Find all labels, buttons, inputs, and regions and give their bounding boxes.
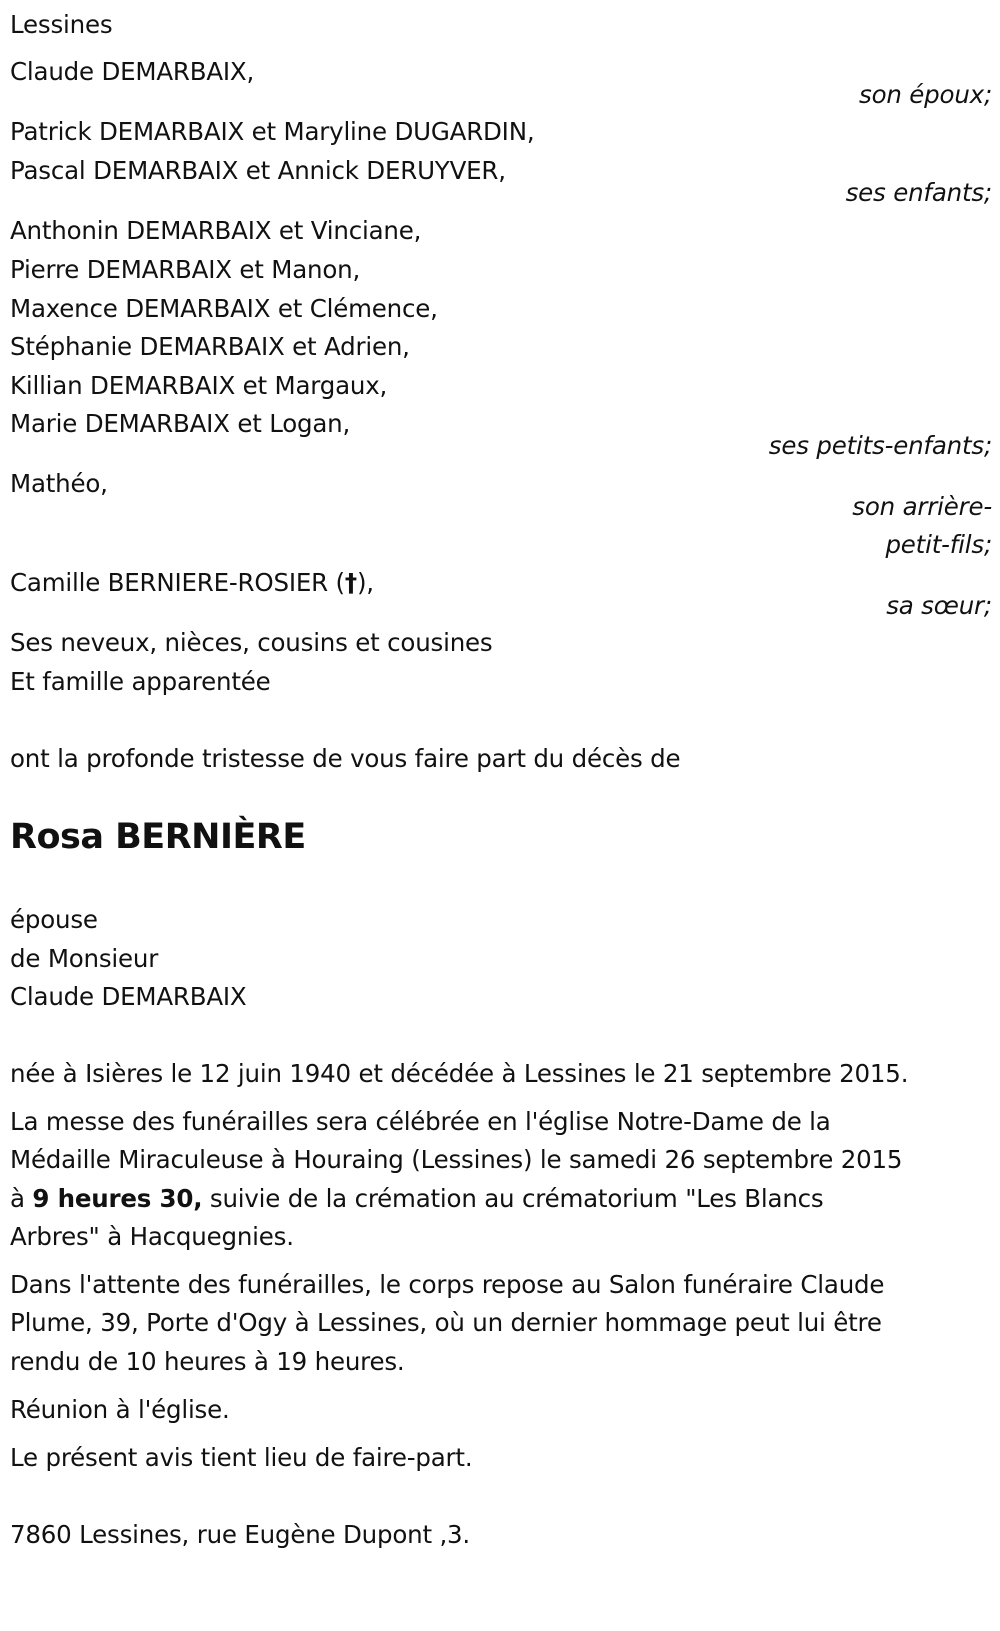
sister-name bbox=[10, 568, 374, 598]
funeral-line3-prefix: à bbox=[10, 1184, 33, 1213]
visitation-line: Plume, 39, Porte d'Ogy à Lessines, où un dernier hommage peut lui être bbox=[10, 1308, 882, 1337]
funeral-line3-suffix: suivie de la crémation au crématorium "Les Blancs bbox=[202, 1184, 824, 1213]
meeting-text: Réunion à l'église. bbox=[10, 1395, 230, 1424]
spouse-line: épouse bbox=[10, 905, 98, 934]
spouse-line: de Monsieur bbox=[10, 944, 159, 973]
announcement-text: ont la profonde tristesse de vous faire part du décès de bbox=[10, 744, 681, 773]
grandchild-name: Marie DEMARBAIX et Logan, bbox=[10, 409, 351, 438]
funeral-line: Médaille Miraculeuse à Houraing (Lessines) le samedi 26 septembre 2015 bbox=[10, 1145, 903, 1174]
children-relation: ses enfants; bbox=[845, 178, 992, 207]
deceased-name: Rosa BERNIÈRE bbox=[10, 817, 306, 857]
location: Lessines bbox=[10, 10, 113, 39]
sister-name-prefix: Camille BERNIERE-ROSIER ( bbox=[10, 568, 345, 597]
funeral-line: Arbres" à Hacquegnies. bbox=[10, 1222, 294, 1251]
funeral-time: 9 heures 30, bbox=[32, 1184, 203, 1213]
visitation-line: Dans l'attente des funérailles, le corps repose au Salon funéraire Claude bbox=[10, 1270, 885, 1299]
grandchild-name: Pierre DEMARBAIX et Manon, bbox=[10, 255, 361, 284]
notice-text: Le présent avis tient lieu de faire-part. bbox=[10, 1443, 473, 1472]
grandchild-name: Killian DEMARBAIX et Margaux, bbox=[10, 371, 388, 400]
address-text: 7860 Lessines, rue Eugène Dupont ,3. bbox=[10, 1520, 471, 1549]
funeral-line: La messe des funérailles sera célébrée en l'église Notre-Dame de la bbox=[10, 1107, 831, 1136]
visitation-line: rendu de 10 heures à 19 heures. bbox=[10, 1347, 405, 1376]
other-relatives: Et famille apparentée bbox=[10, 667, 271, 696]
sister-name-suffix: ), bbox=[356, 568, 374, 597]
great-grandchild-name: Mathéo, bbox=[10, 469, 108, 498]
spouse-relation: son époux; bbox=[859, 80, 992, 109]
great-grandchild-relation-line2: petit-fils; bbox=[885, 530, 992, 559]
child-name: Pascal DEMARBAIX et Annick DERUYVER, bbox=[10, 156, 506, 185]
funeral-line bbox=[10, 1184, 824, 1214]
grandchildren-relation: ses petits-enfants; bbox=[768, 431, 992, 460]
grandchild-name: Maxence DEMARBAIX et Clémence, bbox=[10, 294, 438, 323]
other-relatives: Ses neveux, nièces, cousins et cousines bbox=[10, 628, 493, 657]
cross-icon: † bbox=[344, 568, 357, 597]
child-name: Patrick DEMARBAIX et Maryline DUGARDIN, bbox=[10, 117, 535, 146]
grandchild-name: Anthonin DEMARBAIX et Vinciane, bbox=[10, 216, 422, 245]
spouse-line: Claude DEMARBAIX bbox=[10, 982, 247, 1011]
spouse-name: Claude DEMARBAIX, bbox=[10, 57, 255, 86]
great-grandchild-relation-line1: son arrière- bbox=[852, 492, 992, 521]
sister-relation: sa sœur; bbox=[886, 591, 992, 620]
birth-death-text: née à Isières le 12 juin 1940 et décédée à Lessines le 21 septembre 2015. bbox=[10, 1059, 909, 1088]
grandchild-name: Stéphanie DEMARBAIX et Adrien, bbox=[10, 332, 410, 361]
